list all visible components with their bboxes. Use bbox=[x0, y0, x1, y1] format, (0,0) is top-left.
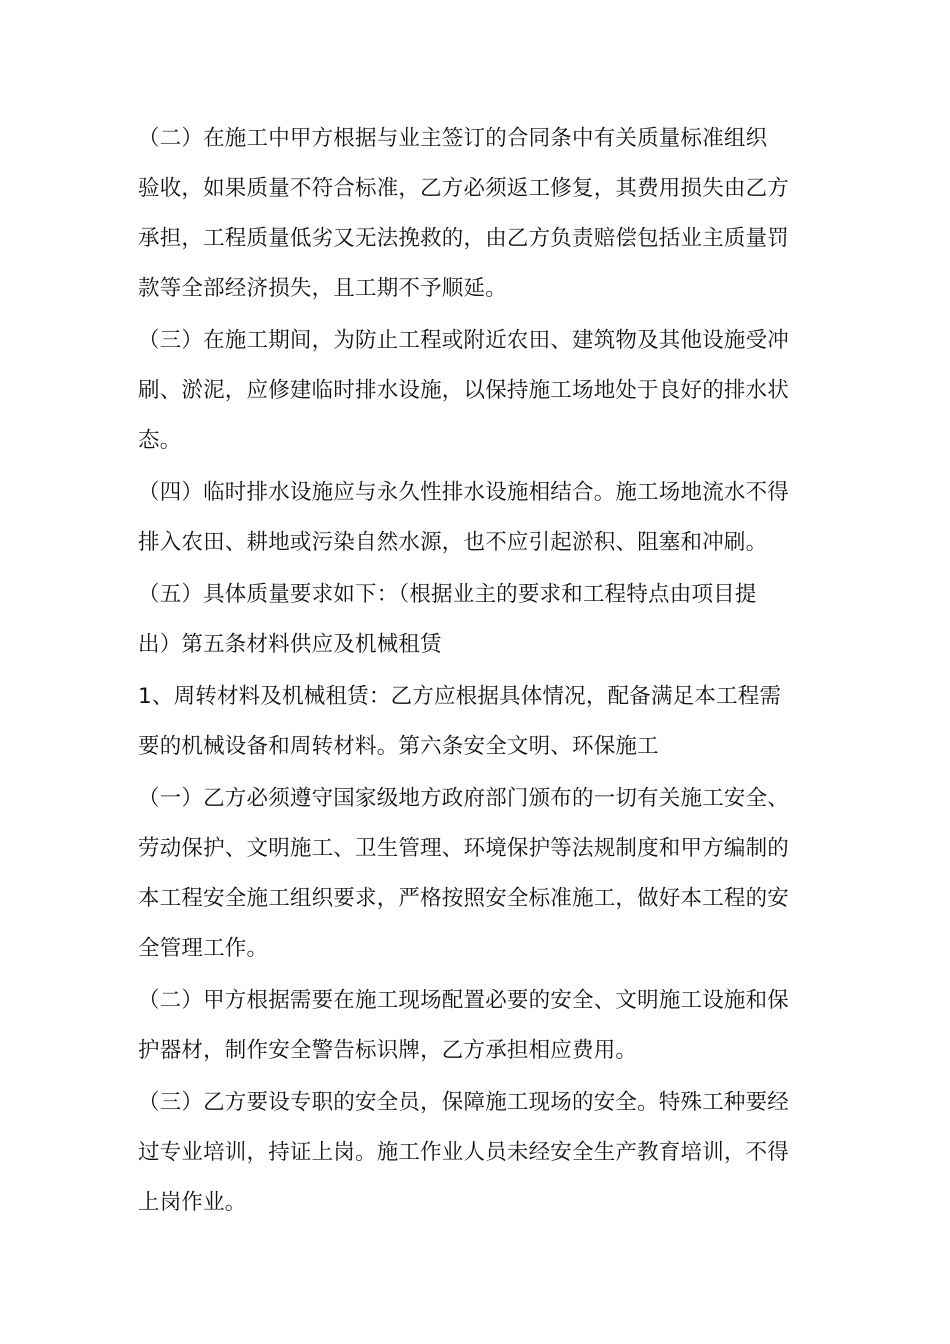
text-line: （五）具体质量要求如下：（根据业主的要求和工程特点由项目提 bbox=[138, 582, 757, 607]
text-line: 1、周转材料及机械租赁：乙方应根据具体情况，配备满足本工程需 bbox=[138, 684, 782, 709]
text-line: 护器材，制作安全警告标识牌，乙方承担相应费用。 bbox=[138, 1038, 638, 1063]
document-body bbox=[138, 114, 818, 1230]
text-line: 本工程安全施工组织要求，严格按照安全标准施工，做好本工程的安 bbox=[138, 886, 790, 911]
text-line: （三）乙方要设专职的安全员，保障施工现场的安全。特殊工种要经 bbox=[138, 1090, 790, 1115]
paragraph-safety-equipment bbox=[138, 976, 818, 1076]
text-line: 承担，工程质量低劣又无法挽救的，由乙方负责赔偿包括业主质量罚 bbox=[138, 226, 790, 251]
text-line: （二）在施工中甲方根据与业主签订的合同条中有关质量标准组织 bbox=[138, 126, 768, 151]
text-line: 要的机械设备和周转材料。第六条安全文明、环保施工 bbox=[138, 734, 659, 759]
text-line: 刷、淤泥，应修建临时排水设施，以保持施工场地处于良好的排水状 bbox=[138, 378, 790, 403]
text-line: 全管理工作。 bbox=[138, 936, 269, 961]
text-line: 过专业培训，持证上岗。施工作业人员未经安全生产教育培训，不得 bbox=[138, 1140, 790, 1165]
text-line: 态。 bbox=[138, 428, 182, 453]
text-line: （二）甲方根据需要在施工现场配置必要的安全、文明施工设施和保 bbox=[138, 988, 790, 1013]
text-line: （四）临时排水设施应与永久性排水设施相结合。施工场地流水不得 bbox=[138, 480, 790, 505]
paragraph-quality-acceptance bbox=[138, 114, 818, 314]
paragraph-material-rental bbox=[138, 672, 818, 772]
text-line: （三）在施工期间，为防止工程或附近农田、建筑物及其他设施受冲 bbox=[138, 328, 790, 353]
text-line: 验收，如果质量不符合标准，乙方必须返工修复，其费用损失由乙方 bbox=[138, 176, 790, 201]
text-line: （一）乙方必须遵守国家级地方政府部门颁布的一切有关施工安全、 bbox=[138, 786, 790, 811]
paragraph-safety-officer bbox=[138, 1078, 818, 1228]
paragraph-quality-requirements bbox=[138, 570, 818, 670]
text-line: 出）第五条材料供应及机械租赁 bbox=[138, 632, 442, 657]
text-line: 劳动保护、文明施工、卫生管理、环境保护等法规制度和甲方编制的 bbox=[138, 836, 790, 861]
paragraph-drainage-combination bbox=[138, 468, 818, 568]
text-line: 款等全部经济损失，且工期不予顺延。 bbox=[138, 276, 507, 301]
text-line: 排入农田、耕地或污染自然水源，也不应引起淤积、阻塞和冲刷。 bbox=[138, 530, 768, 555]
paragraph-drainage-facilities bbox=[138, 316, 818, 466]
paragraph-safety-compliance bbox=[138, 774, 818, 974]
text-line: 上岗作业。 bbox=[138, 1190, 247, 1215]
